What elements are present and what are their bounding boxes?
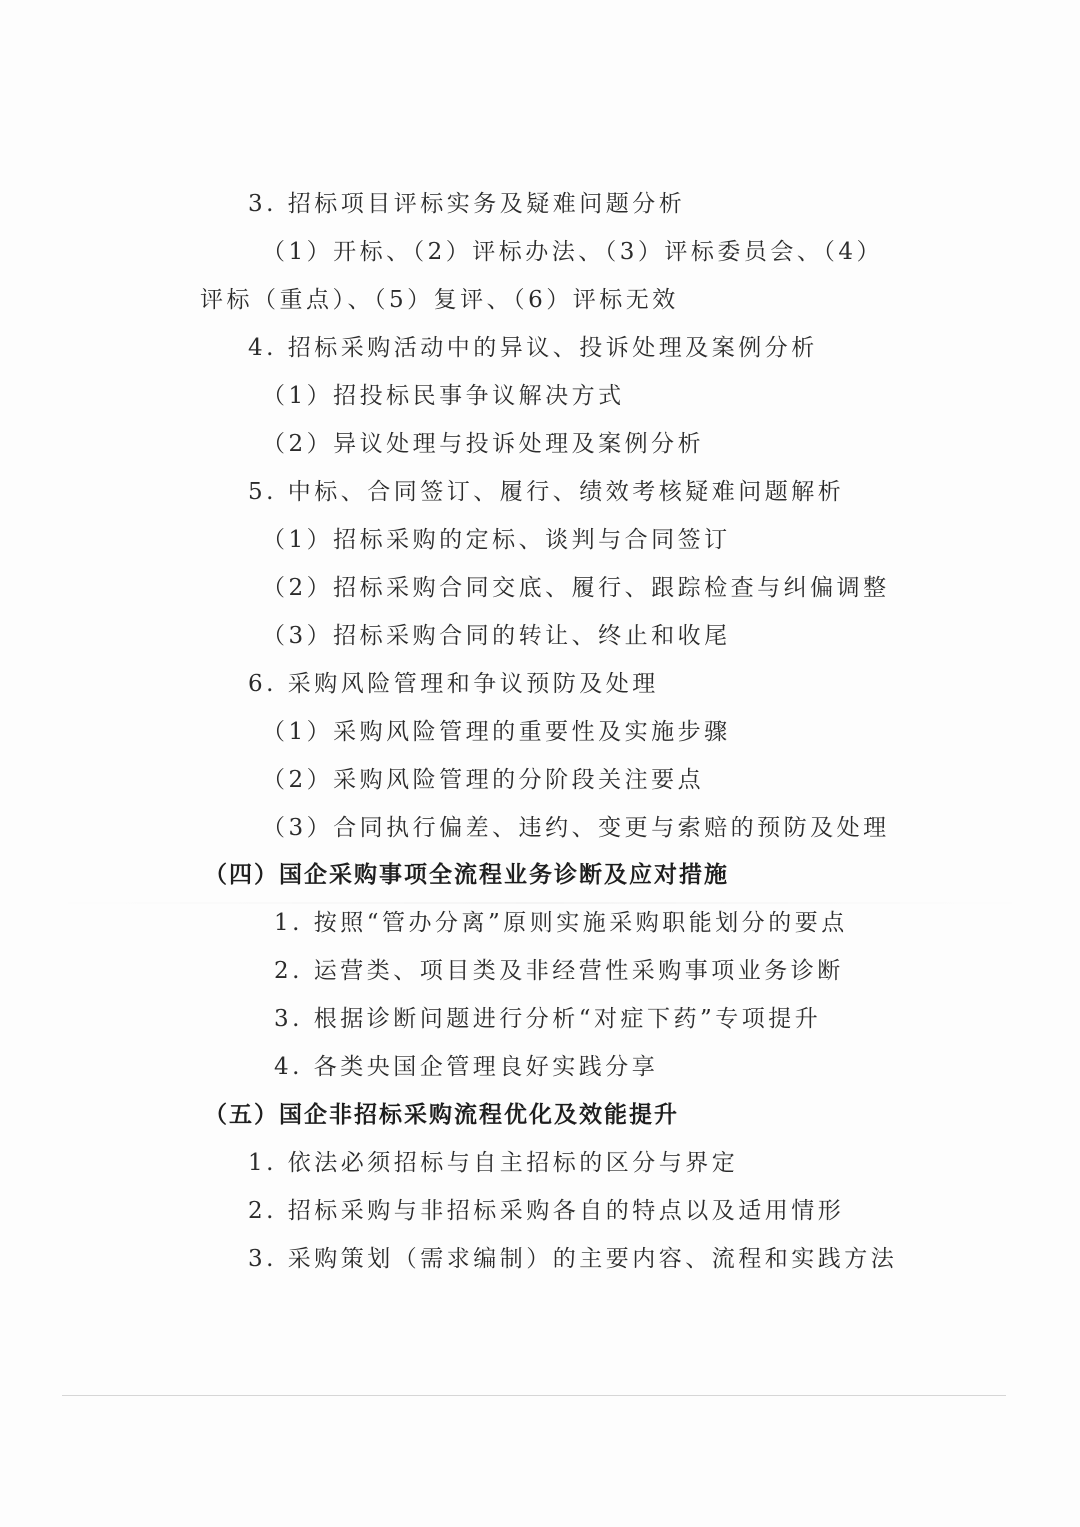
item-3-title: 3. 招标项目评标实务及疑难问题分析 [248, 191, 686, 217]
item-6-sub-1: （1）采购风险管理的重要性及实施步骤 [262, 719, 731, 745]
section-4-item-2: 2. 运营类、项目类及非经营性采购事项业务诊断 [274, 958, 844, 984]
item-4-sub-1: （1）招投标民事争议解决方式 [262, 383, 625, 409]
item-5-title: 5. 中标、合同签订、履行、绩效考核疑难问题解析 [248, 479, 845, 505]
section-5-heading: （五）国企非招标采购流程优化及效能提升 [204, 1102, 679, 1128]
section-4-item-4: 4. 各类央国企管理良好实践分享 [274, 1054, 659, 1080]
item-5-sub-1: （1）招标采购的定标、谈判与合同签订 [262, 527, 731, 553]
item-6-sub-3: （3）合同执行偏差、违约、变更与索赔的预防及处理 [262, 815, 890, 841]
item-4-title: 4. 招标采购活动中的异议、投诉处理及案例分析 [248, 335, 818, 361]
scan-artifact-band [40, 902, 1040, 904]
section-5-item-1: 1. 依法必须招标与自主招标的区分与界定 [248, 1150, 739, 1176]
section-5-item-2: 2. 招标采购与非招标采购各自的特点以及适用情形 [248, 1198, 845, 1224]
item-3-subitems-line-2: 评标（重点）、（5）复评、（6）评标无效 [200, 287, 679, 313]
item-4-sub-2: （2）异议处理与投诉处理及案例分析 [262, 431, 705, 457]
section-4-item-3: 3. 根据诊断问题进行分析“对症下药”专项提升 [274, 1006, 822, 1032]
item-6-title: 6. 采购风险管理和争议预防及处理 [248, 671, 659, 697]
item-3-subitems-line-1: （1）开标、（2）评标办法、（3）评标委员会、（4） [262, 239, 884, 265]
section-5-item-3: 3. 采购策划（需求编制）的主要内容、流程和实践方法 [248, 1246, 898, 1272]
item-5-sub-2: （2）招标采购合同交底、履行、跟踪检查与纠偏调整 [262, 575, 890, 601]
page-bottom-rule [62, 1395, 1006, 1396]
section-4-item-1: 1. 按照“管办分离”原则实施采购职能划分的要点 [274, 910, 848, 936]
section-4-heading: （四）国企采购事项全流程业务诊断及应对措施 [204, 862, 729, 888]
item-5-sub-3: （3）招标采购合同的转让、终止和收尾 [262, 623, 731, 649]
item-6-sub-2: （2）采购风险管理的分阶段关注要点 [262, 767, 705, 793]
